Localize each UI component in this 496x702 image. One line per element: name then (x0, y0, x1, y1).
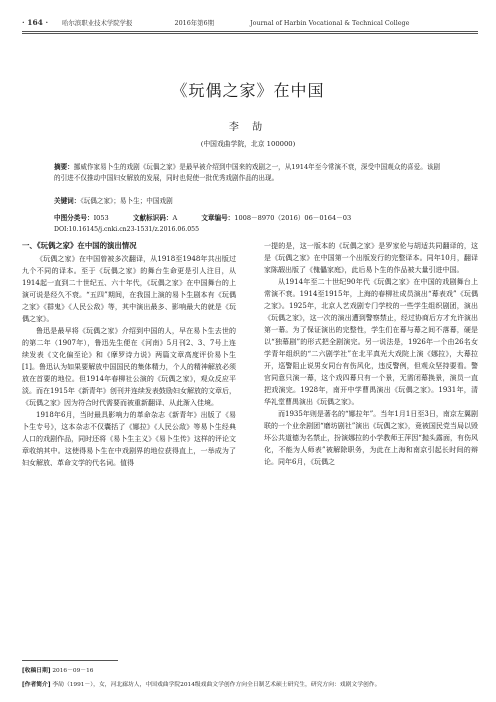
author-name: 李 劼 (228, 122, 268, 133)
article-number-value: 1008－8970（2016）06－0164－03 (234, 214, 352, 222)
header-rule-bottom (22, 33, 478, 34)
keywords-text: 《玩偶之家》；易卜生；中国戏剧 (80, 197, 173, 205)
left-column (22, 240, 236, 469)
page-number: · 164 · (22, 18, 49, 27)
running-header (22, 18, 478, 32)
author-bio-label: [作者简介] (22, 682, 51, 688)
paragraph: 一提的是，这一版本的《玩偶之家》是罗家伦与胡适共同翻译的，这是《玩偶之家》在中国第一个出版发行的完整译本。同年10月，翻译家陈嘏出版了《傀儡家庭》，此后易卜生的作品被大量引进中国。 (264, 242, 478, 274)
article-title: 《玩偶之家》在中国 (171, 81, 325, 100)
keywords (54, 195, 173, 205)
section-heading: 一、《玩偶之家》在中国的演出情况 (22, 241, 137, 250)
journal-name-cn: 哈尔滨职业技术学院学报 (62, 19, 133, 27)
footnote-rule (22, 660, 118, 661)
paragraph: 从1914年至二十世纪90年代《玩偶之家》在中国的戏剧舞台上常演不衰。1914至1915年，上海的春柳社成员演出“幕表戏”《玩偶之家》。1925年，北京人艺戏剧专门学校的一些学生组织剧团，演出《玩偶之家》，这一次的演出遭到警察禁止，经过协商后方才允许演出第一幕。为了保证演出的完整性，学生们在幕与幕之间不落幕，硬是以“独幕剧”的形式把全剧演完。另一说法是，1926年一个由26名女学青年组织的“二六剧学社”在北平真光大戏院上演《娜拉》，大幕拉开，巡警阻止说男女同台有伤风化，违反警例，但观众坚持要看。警官同意只演一幕，这个戏四幕只有一个景，无需闭幕换景，演员一直把戏演完。1928年，南开中学曹禺演出《玩偶之家》。1931年，清华礼堂曹禺演出《玩偶之家》。 (264, 278, 478, 406)
paragraph: 鲁迅是最早将《玩偶之家》介绍到中国的人，早在易卜生去世的的第二年（1907年），鲁迅先生便在《河南》5月刊2、3、7号上连续发表《文化偏至论》和《摩罗诗力说》两篇文章高度评价易卜生[1]。鲁迅认为如果要解放中国国民的集体精力，个人的精神解放必须放在首要的地位。但1914年春柳社公演的《玩偶之家》，观众反应平淡。而在1915年《新青年》创刊并连续发表鼓励妇女解放的文章后，《玩偶之家》因为符合时代需要而被重新翻译、从此渐入佳境。 (22, 327, 236, 407)
abstract-text: 挪威作家易卜生的戏剧《玩偶之家》是最早被介绍到中国来的戏剧之一，从1914年至今常演不衰，深受中国观众的喜爱。该剧的引进不仅推动中国妇女解放的发展，同时也促使一批优秀戏剧作品的出现。 (54, 163, 441, 182)
issue-label: 2016年第6期 (174, 19, 215, 27)
paragraph: 而1935年则是著名的“娜拉年”。当年1月1日至3日，南京左翼剧联的一个业余剧团“磨坊剧社”演出《玩偶之家》，竟被国民党当局以毁坏公共道德为名禁止，扮演娜拉的小学教师王萍因“抛头露面，有伤风化，不能为人师表”被解除职务，为此在上海和南京引起长时间的辩论。同年6月，《玩偶之 (264, 410, 478, 466)
doc-code-label: 文献标识码： (132, 214, 173, 222)
author-bio (22, 679, 478, 688)
doi: DOI:10.16145/j.cnki.cn23-1531/z.2016.06.055 (54, 226, 200, 233)
received-value: 2016－09－16 (52, 668, 94, 674)
abstract (54, 162, 444, 183)
paragraph: 1918年6月，当时最具影响力的革命杂志《新青年》出版了《易卜生专号》，这本杂志不仅囊括了《娜拉》《人民公敌》等易卜生经典人口的戏剧作品，同时还将《易卜生主义》《易卜生传》这样的评论文章收纳其中。这使得易卜生在中戏剧界的地位获得直上，一举成为了妇女解放、革命文学的代名词。值得 (22, 411, 236, 467)
clc-label: 中图分类号： (54, 214, 94, 222)
author-affiliation: (中国戏曲学院，北京 100000) (200, 140, 296, 148)
abstract-label: 摘要： (54, 163, 74, 171)
classification-line (54, 212, 454, 222)
author-bio-text: 李劼（1991－），女，河北廊坊人，中国戏曲学院2014级戏曲文学创作方向全日制艺术硕士研究生，研究方向：戏剧文学创作。 (52, 682, 381, 688)
paragraph: 《玩偶之家》在中国曾被多次翻译，从1918至1948年共出版过九个不同的译本。至于《玩偶之家》的舞台生命更是引人注目，从1914起一直到二十世纪五、六十年代，《玩偶之家》在中国舞台的上演可说是经久不衰。“五四”期间，在我国上演的易卜生剧本有《玩偶之家》《群鬼》《人民公敌》等，其中演出最多、影响最大的就是《玩偶之家》。 (22, 255, 236, 323)
received-date (22, 665, 478, 674)
doc-code-value: A (172, 214, 178, 222)
journal-name-en: Journal of Harbin Vocational & Technical College (250, 19, 410, 27)
article-number-label: 文章编号： (201, 214, 235, 222)
keywords-label: 关键词： (54, 197, 81, 205)
clc-value: I053 (93, 214, 109, 222)
header-rule-top (22, 31, 478, 32)
received-label: [收稿日期] (22, 668, 51, 674)
right-column (264, 240, 478, 468)
